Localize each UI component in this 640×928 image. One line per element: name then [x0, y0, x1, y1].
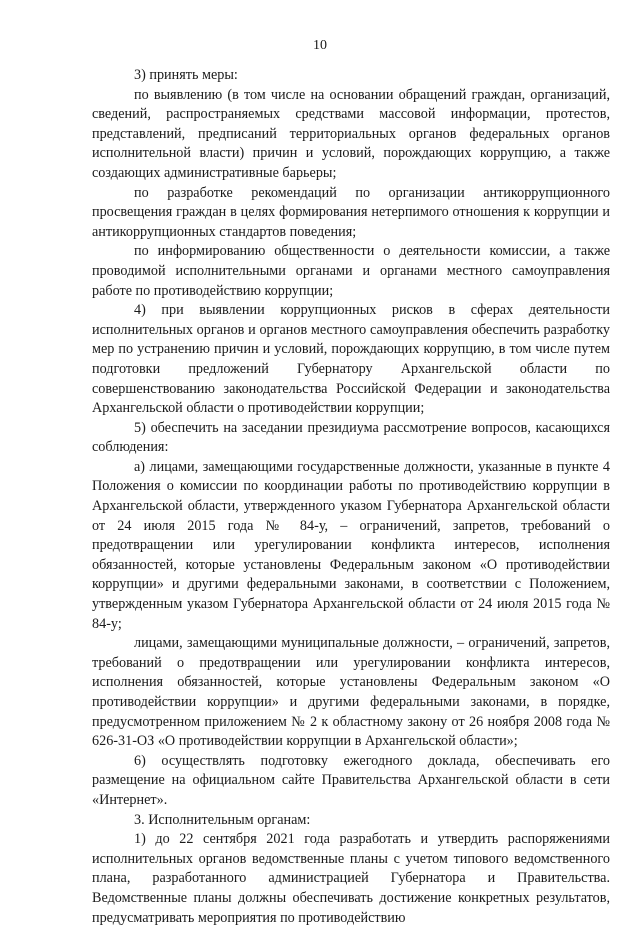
paragraph: 6) осуществлять подготовку ежегодного доклада, обеспечивать его размещение на официальном сайте Правительства Архангельской области в сети «Интернет». — [92, 752, 610, 808]
paragraph: 3. Исполнительным органам: — [134, 811, 311, 828]
paragraph: по разработке рекомендаций по организации антикоррупционного просвещения граждан в целях формирования нетерпимого отношения к коррупции и антикоррупционных стандартов поведения; — [92, 184, 610, 240]
document-body — [92, 66, 610, 928]
paragraph: 5) обеспечить на заседании президиума рассмотрение вопросов, касающихся соблюдения: — [92, 419, 610, 456]
paragraph: 3) принять меры: — [134, 67, 238, 83]
paragraph: а) лицами, замещающими государственные должности, указанные в пункте 4 Положения о комиссии по координации работы по противодействию коррупции в Архангельской области, утвержденного указом Губернатора Архангельской области от 24 июля 2015 года № 84-у, – ограничений, запретов, требований о предотвращении или урегулировании конфликта интересов, исполнения обязанностей, которые установлены Федеральным законом «О противодействии коррупции» и другими федеральными законами, в соответствии с Положением, утвержденным указом Губернатора Архангельской области от 24 июля 2015 года № 84-у; — [92, 458, 610, 632]
paragraph: по выявлению (в том числе на основании обращений граждан, организаций, сведений, распространяемых средствами массовой информации, протестов, представлений, предписаний территориальных органов федеральных органов исполнительной власти) причин и условий, порождающих коррупцию, а также создающих административные барьеры; — [92, 86, 610, 181]
page-number: 10 — [313, 38, 327, 53]
paragraph: лицами, замещающими муниципальные должности, – ограничений, запретов, требований о предотвращении или урегулировании конфликта интересов, исполнения обязанностей, которые установлены Федеральным законом «О противодействии коррупции» и другими федеральными законами, в порядке, предусмотренном приложением № 2 к областному закону от 26 ноября 2008 года № 626-31-ОЗ «О противодействии коррупции в Архангельской области»; — [92, 635, 610, 750]
paragraph: 4) при выявлении коррупционных рисков в сферах деятельности исполнительных органов и органов местного самоуправления обеспечить разработку мер по устранению причин и условий, порождающих коррупцию, в том числе путем подготовки предложений Губернатору Архангельской области по совершенствованию законодательства Российской Федерации и законодательства Архангельской области о противодействии коррупции; — [92, 302, 610, 417]
paragraph: по информированию общественности о деятельности комиссии, а также проводимой исполнительными органами и органами местного самоуправления работе по противодействию коррупции; — [92, 243, 610, 299]
paragraph: 1) до 22 сентября 2021 года разработать и утвердить распоряжениями исполнительных органов ведомственные планы с учетом типового ведомственного плана, разработанного администрацией Губернатора и Правительства. Ведомственные планы должны обеспечивать достижение конкретных результатов, предусматривать мероприятия по противодействию — [92, 831, 610, 926]
